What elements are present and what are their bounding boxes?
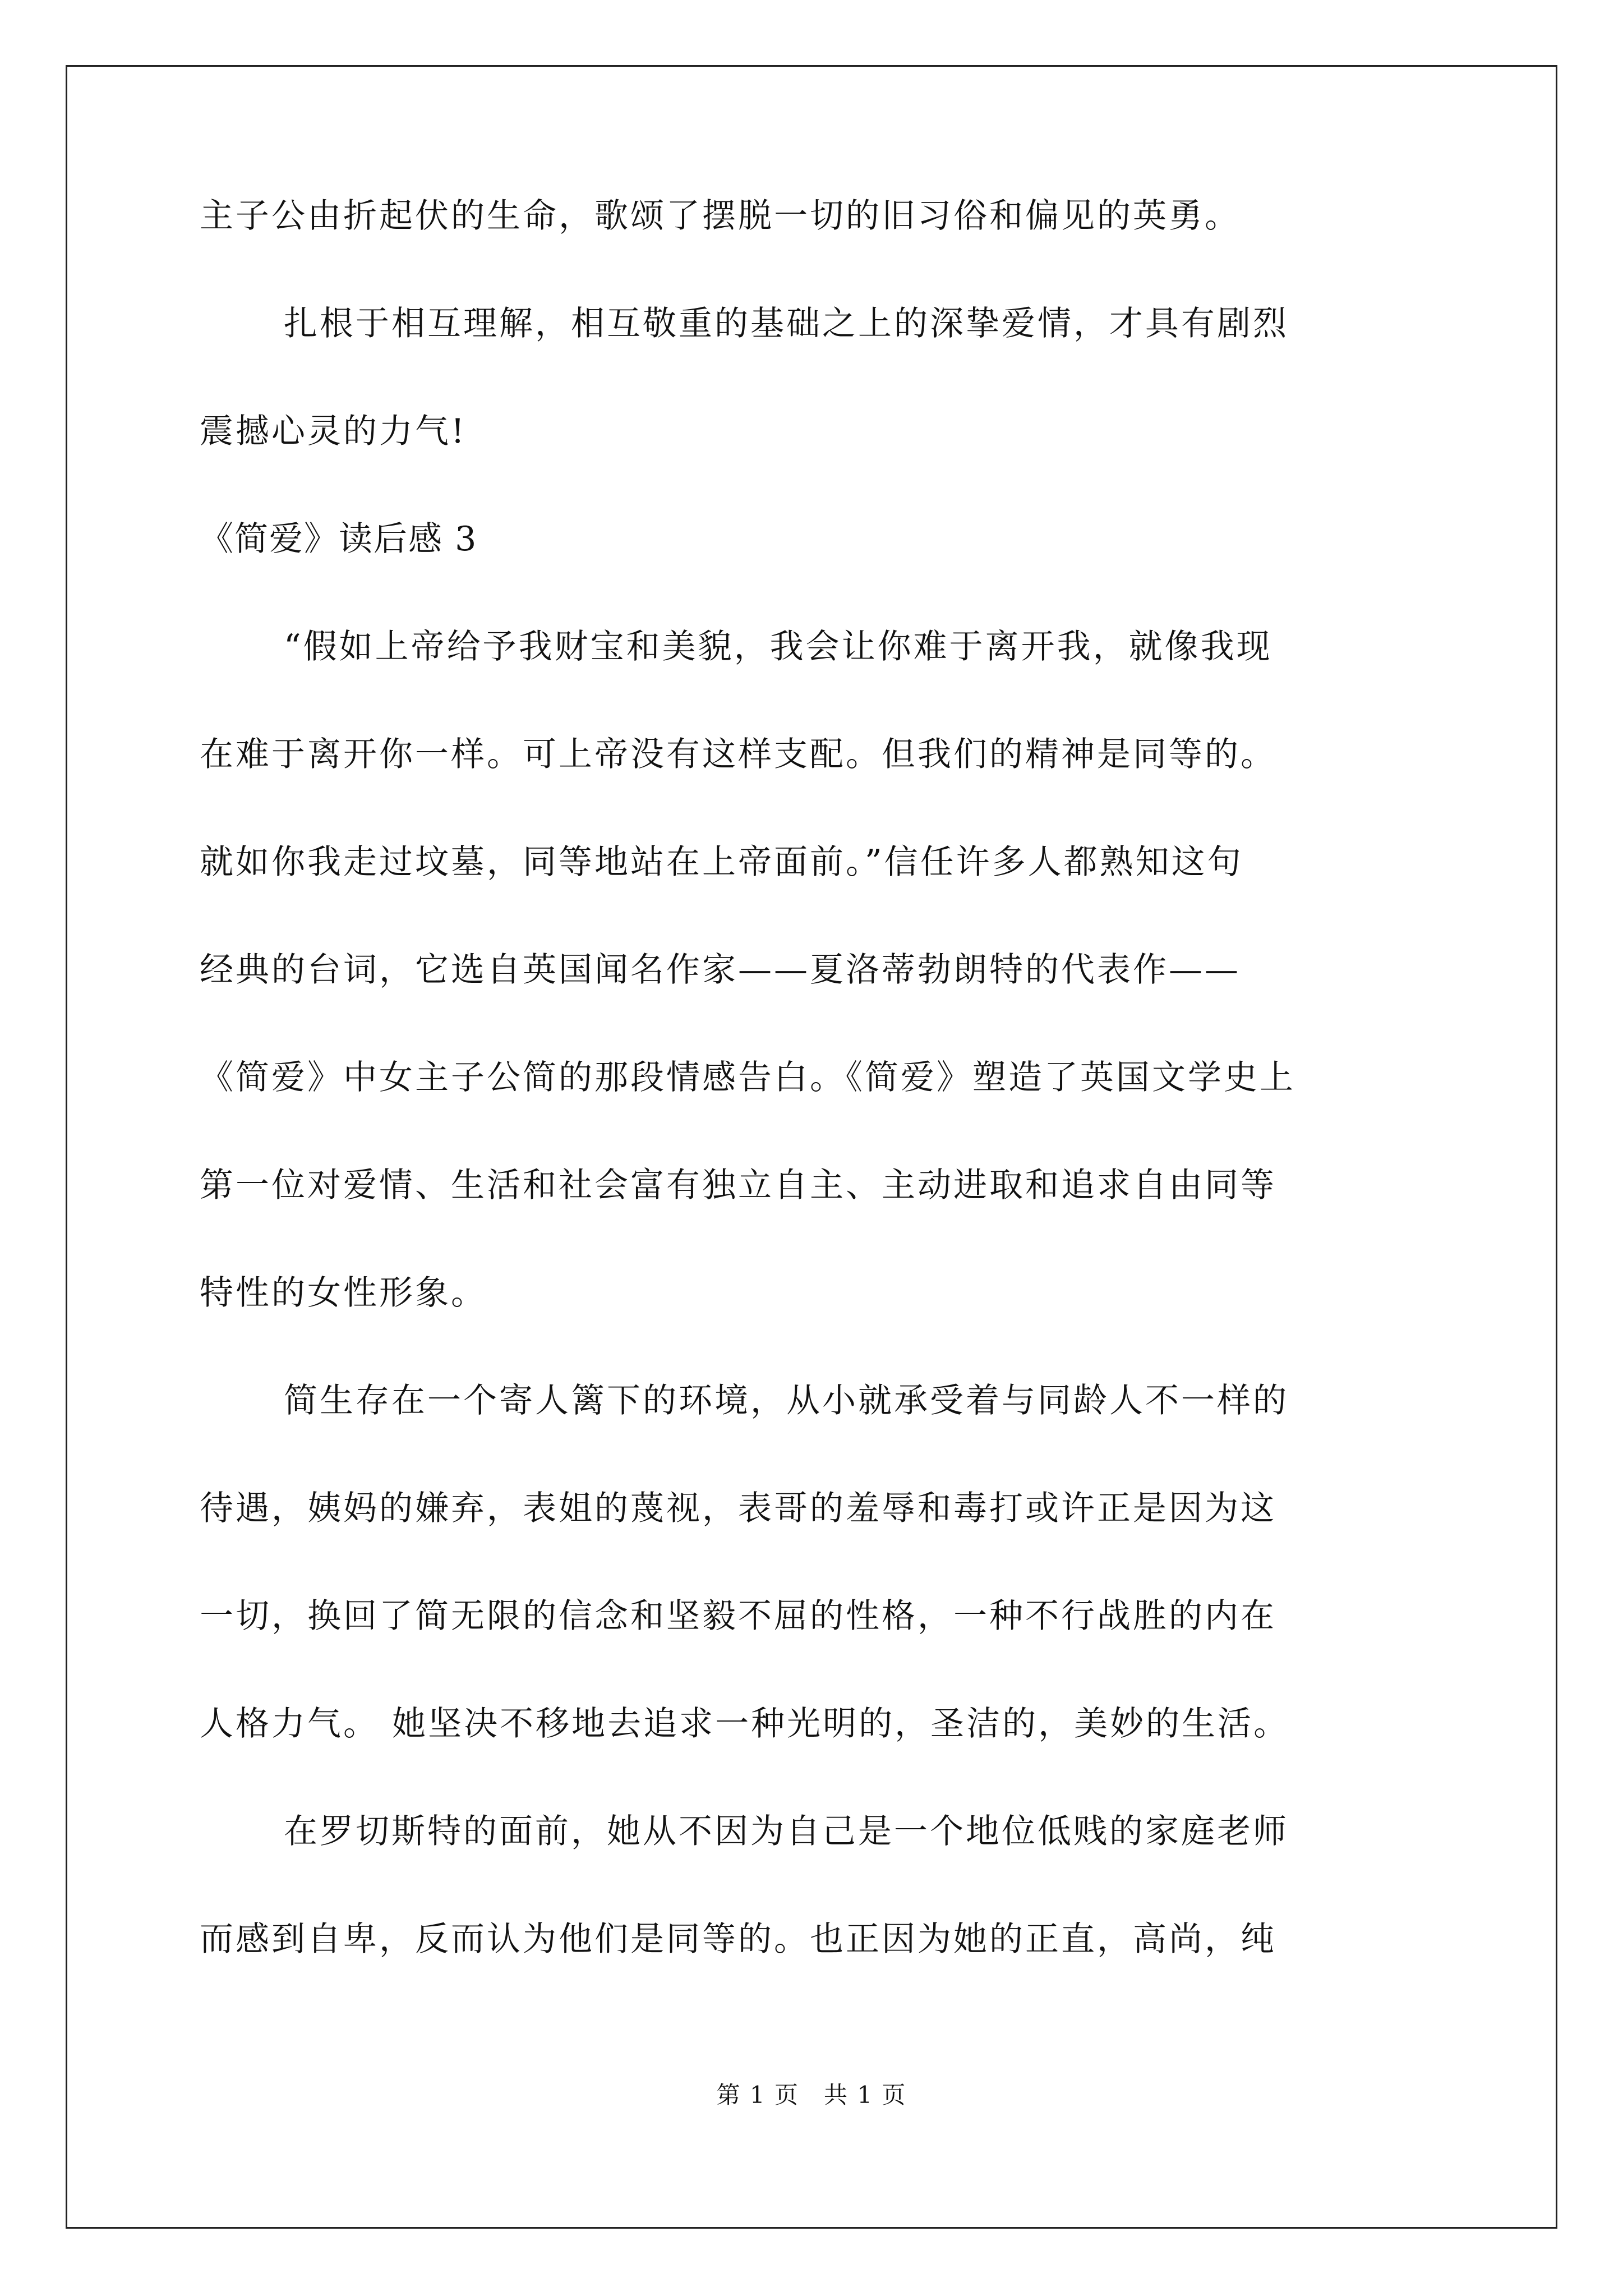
text-line: 简生存在一个寄人篱下的环境，从小就承受着与同龄人不一样的 — [284, 1381, 1289, 1420]
text-line: 经典的台词，它选自英国闻名作家——夏洛蒂勃朗特的代表作—— — [200, 950, 1241, 990]
text-line: 一切，换回了简无限的信念和坚毅不屈的性格，一种不行战胜的内在 — [200, 1596, 1276, 1636]
text-line: 待遇，姨妈的嫌弃，表姐的蔑视，表哥的羞辱和毒打或许正是因为这 — [200, 1489, 1276, 1528]
text-line: 第一位对爱情、生活和社会富有独立自主、主动进取和追求自由同等 — [200, 1166, 1276, 1205]
text-line: “假如上帝给予我财宝和美貌，我会让你难于离开我，就像我现 — [284, 627, 1272, 666]
text-line: 而感到自卑，反而认为他们是同等的。也正因为她的正直，高尚，纯 — [200, 1920, 1276, 1959]
text-line: 扎根于相互理解，相互敬重的基础之上的深挚爱情，才具有剧烈 — [284, 304, 1289, 343]
text-line: 人格力气。 她坚决不移地去追求一种光明的，圣洁的，美妙的生活。 — [200, 1704, 1290, 1743]
section-heading: 《简爱》读后感 3 — [200, 519, 478, 559]
text-line: 《简爱》中女主子公简的那段情感告白。《简爱》塑造了英国文学史上 — [200, 1058, 1295, 1097]
text-line: 震撼心灵的力气! — [200, 412, 467, 451]
text-line: 就如你我走过坟墓，同等地站在上帝面前。”信任许多人都熟知这句 — [200, 843, 1243, 882]
text-line: 主子公由折起伏的生命，歌颂了摆脱一切的旧习俗和偏见的英勇。 — [200, 196, 1241, 236]
text-line: 在难于离开你一样。可上帝没有这样支配。但我们的精神是同等的。 — [200, 735, 1276, 774]
document-body — [200, 194, 1429, 2024]
text-line: 特性的女性形象。 — [200, 1273, 487, 1313]
page-number-footer: 第 1 页 共 1 页 — [716, 2081, 907, 2109]
text-line: 在罗切斯特的面前，她从不因为自己是一个地位低贱的家庭老师 — [284, 1812, 1289, 1851]
